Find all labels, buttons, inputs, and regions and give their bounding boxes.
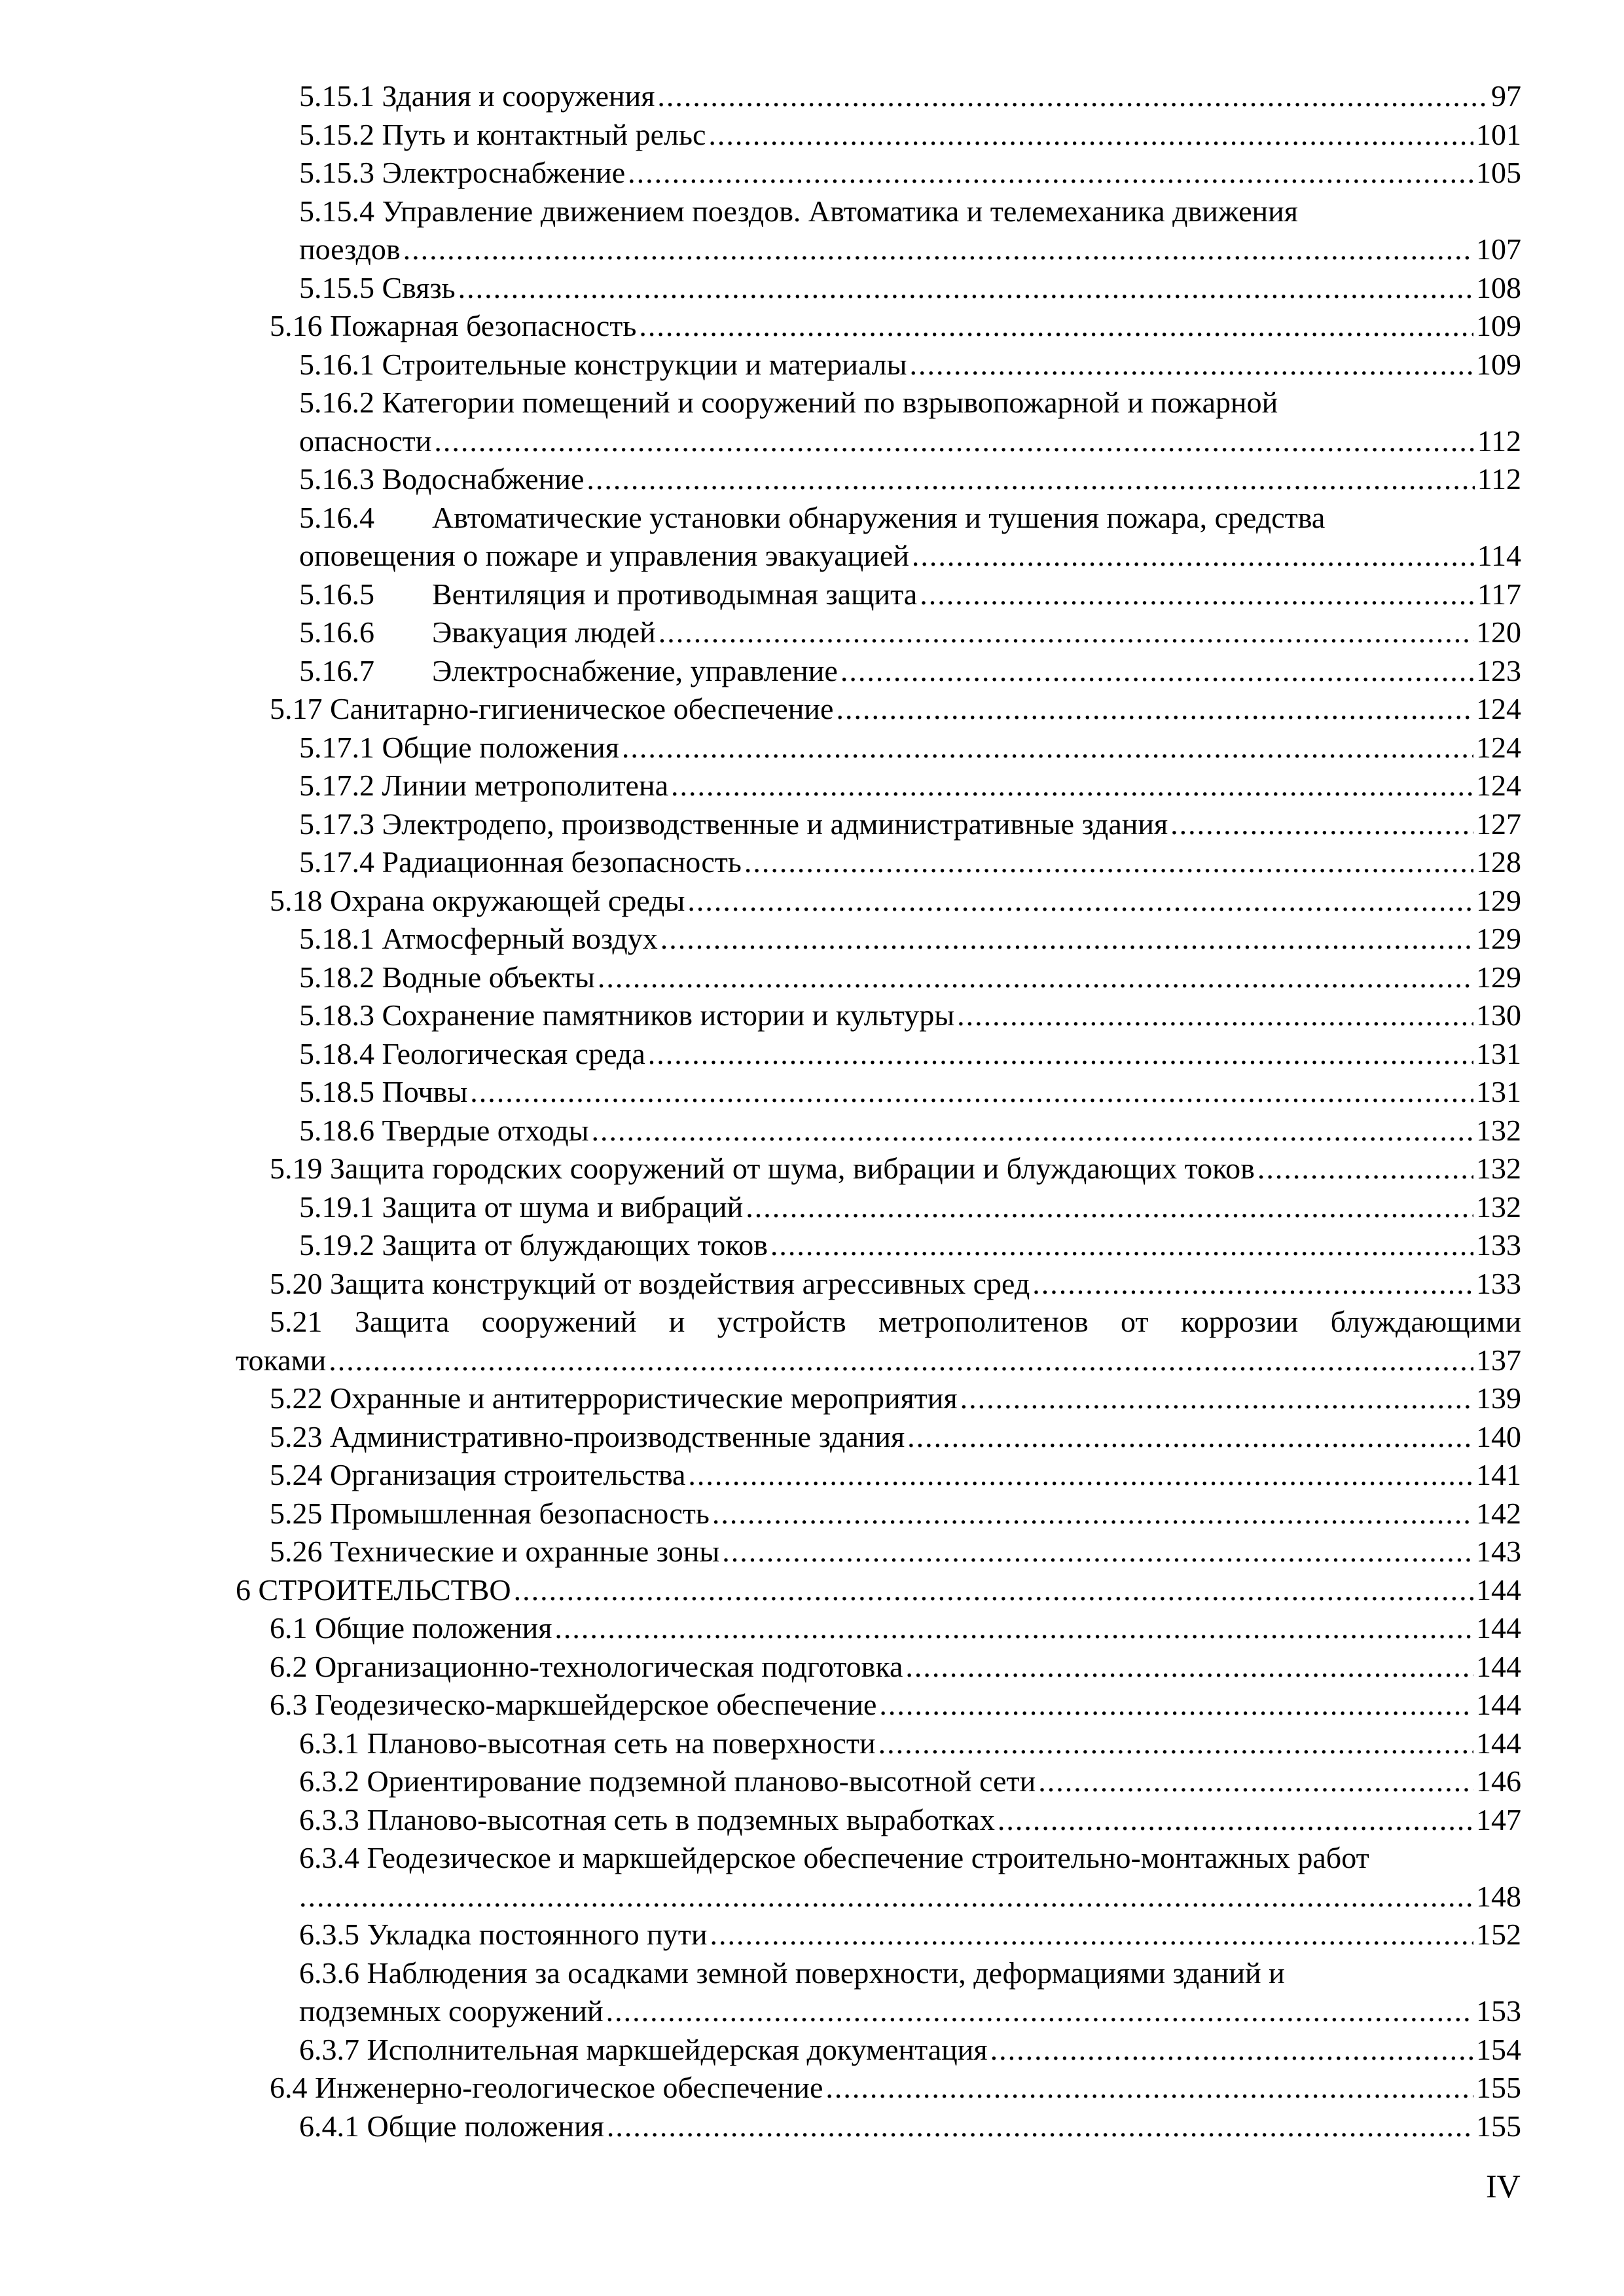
toc-entry-title: 6.1 Общие положения xyxy=(270,1611,552,1645)
toc-entry-title: 6.3 Геодезическо-маркшейдерское обеспечение xyxy=(270,1688,877,1721)
toc-page-number: 117 xyxy=(1477,577,1521,611)
toc-leader-dots xyxy=(329,1341,1473,1380)
toc-leader-dots xyxy=(722,1533,1473,1571)
toc-entry-title: 5.18.6 Твердые отходы xyxy=(299,1113,589,1147)
toc-leader-dots xyxy=(657,77,1489,116)
toc-leader-dots xyxy=(458,269,1473,308)
toc-entry xyxy=(236,346,1521,384)
toc-entry-title: 5.16.1 Строительные конструкции и материалы xyxy=(299,347,907,381)
toc-entry xyxy=(236,690,1521,729)
toc-entry-title: 5.18 Охрана окружающей среды xyxy=(270,883,685,917)
toc-entry xyxy=(236,77,1521,116)
toc-page-number: 144 xyxy=(1476,1688,1521,1721)
toc-page-number: 128 xyxy=(1476,845,1521,879)
toc-page-number: 137 xyxy=(1476,1343,1521,1377)
toc-leader-dots xyxy=(957,996,1473,1035)
toc-page-number: 124 xyxy=(1476,769,1521,802)
toc-entry xyxy=(236,1609,1521,1648)
toc-entry-title: 6.3.7 Исполнительная маркшейдерская документация xyxy=(299,2032,988,2066)
toc-leader-dots xyxy=(1032,1265,1473,1303)
toc-page-number: 112 xyxy=(1477,462,1521,496)
toc-entry-title-continued: подземных сооружений xyxy=(299,1994,604,2028)
toc-page-number: 112 xyxy=(1477,424,1521,458)
toc-entry-title: 6.2 Организационно-технологическая подготовка xyxy=(270,1649,903,1683)
toc-entry-title: 6.4.1 Общие положения xyxy=(299,2109,604,2143)
toc-entry xyxy=(236,1495,1521,1533)
toc-entry-title: 6.3.1 Планово-высотная сеть на поверхности xyxy=(299,1726,876,1760)
toc-entry-title: 5.18.3 Сохранение памятников истории и культуры xyxy=(299,998,955,1032)
toc-page-number: 120 xyxy=(1476,615,1521,649)
toc-entry-title-continued: оповещения о пожаре и управления эвакуацией xyxy=(299,539,909,572)
toc-entry xyxy=(236,460,1521,499)
toc-leader-dots xyxy=(1170,805,1473,844)
toc-entry-title: 5.19.2 Защита от блуждающих токов xyxy=(299,1228,768,1262)
toc-page-number: 105 xyxy=(1476,156,1521,189)
toc-entry-title: 6.4 Инженерно-геологическое обеспечение xyxy=(270,2071,823,2104)
toc-entry xyxy=(236,996,1521,1035)
toc-page-number: 132 xyxy=(1476,1152,1521,1185)
toc-page-number: 142 xyxy=(1476,1496,1521,1530)
toc-page-number: 109 xyxy=(1476,347,1521,381)
toc-entry xyxy=(236,2069,1521,2107)
toc-leader-dots xyxy=(606,1992,1473,2031)
toc-leader-dots xyxy=(659,613,1473,652)
toc-entry xyxy=(236,1801,1521,1840)
toc-leader-dots xyxy=(470,1073,1473,1112)
toc-entry xyxy=(236,1954,1521,2031)
toc-page-number: 146 xyxy=(1476,1764,1521,1798)
toc-page-number: 155 xyxy=(1476,2109,1521,2143)
toc-entry xyxy=(236,1226,1521,1265)
toc-entry xyxy=(236,652,1521,691)
toc-leader-dots xyxy=(299,1878,1473,1916)
toc-leader-dots xyxy=(836,690,1473,729)
toc-entry-title: 5.22 Охранные и антитеррористические мероприятия xyxy=(270,1381,958,1415)
toc-entry xyxy=(236,920,1521,958)
toc-entry xyxy=(236,1724,1521,1763)
toc-entry xyxy=(236,805,1521,844)
toc-page-number: 144 xyxy=(1476,1726,1521,1760)
toc-leader-dots xyxy=(622,729,1473,767)
toc-leader-dots xyxy=(688,1456,1473,1495)
toc-leader-dots xyxy=(960,1379,1473,1418)
toc-leader-dots xyxy=(628,154,1473,192)
toc-entry-title: 5.16.4 Автоматические установки обнаружения и тушения пожара, средства xyxy=(299,500,1326,534)
toc-leader-dots xyxy=(712,1495,1473,1533)
toc-page-number: 140 xyxy=(1476,1419,1521,1453)
toc-entry xyxy=(236,958,1521,997)
toc-entry-title: 5.16.5 Вентиляция и противодымная защита xyxy=(299,577,918,611)
toc-leader-dots xyxy=(746,1188,1473,1227)
toc-entry-title: 5.18.1 Атмосферный воздух xyxy=(299,922,658,955)
toc-entry-title: 5.15.1 Здания и сооружения xyxy=(299,79,655,113)
toc-page-number: 154 xyxy=(1476,2032,1521,2066)
toc-entry xyxy=(236,307,1521,346)
toc-entry-title: 5.16 Пожарная безопасность xyxy=(270,309,637,342)
toc-entry xyxy=(236,1073,1521,1112)
toc-entry xyxy=(236,1571,1521,1610)
toc-page-number: 152 xyxy=(1476,1918,1521,1951)
toc-page-number: 108 xyxy=(1476,270,1521,304)
toc-page-number: 129 xyxy=(1476,960,1521,994)
toc-leader-dots xyxy=(687,882,1473,920)
toc-entry-title: 6.3.3 Планово-высотная сеть в подземных выработках xyxy=(299,1802,995,1836)
toc-leader-dots xyxy=(514,1571,1473,1610)
toc-leader-dots xyxy=(592,1112,1473,1150)
toc-page-number: 141 xyxy=(1476,1458,1521,1491)
toc-leader-dots xyxy=(905,1648,1473,1686)
toc-leader-dots xyxy=(825,2069,1473,2107)
toc-page-number: 139 xyxy=(1476,1381,1521,1415)
toc-page-number: 132 xyxy=(1476,1113,1521,1147)
toc-entry-title: 5.16.2 Категории помещений и сооружений по взрывопожарной и пожарной xyxy=(299,386,1278,419)
toc-leader-dots xyxy=(998,1801,1473,1840)
toc-page-number: 144 xyxy=(1476,1573,1521,1607)
toc-page-number: 114 xyxy=(1477,539,1521,572)
toc-entry xyxy=(236,1150,1521,1188)
toc-entry-title: 5.20 Защита конструкций от воздействия агрессивных сред xyxy=(270,1266,1030,1300)
toc-leader-dots xyxy=(586,460,1474,499)
toc-page-number: 107 xyxy=(1476,232,1521,266)
toc-leader-dots xyxy=(990,2031,1473,2069)
toc-entry-title: 6.3.4 Геодезическое и маркшейдерское обеспечение строительно-монтажных работ xyxy=(299,1841,1369,1874)
toc-page-number: 129 xyxy=(1476,922,1521,955)
toc-page-number: 124 xyxy=(1476,692,1521,725)
toc-leader-dots xyxy=(907,1418,1473,1457)
toc-leader-dots xyxy=(403,230,1473,269)
toc-page-number: 153 xyxy=(1476,1994,1521,2028)
toc-entry-title: 5.19.1 Защита от шума и вибраций xyxy=(299,1190,744,1224)
toc-entry xyxy=(236,575,1521,614)
toc-entry xyxy=(236,154,1521,192)
toc-entry xyxy=(236,1188,1521,1227)
toc-page-number: 127 xyxy=(1476,807,1521,841)
toc-page-number: 130 xyxy=(1476,998,1521,1032)
toc-leader-dots xyxy=(660,920,1473,958)
toc-entry xyxy=(236,116,1521,155)
toc-entry xyxy=(236,1762,1521,1801)
toc-entry xyxy=(236,1648,1521,1686)
toc-entry xyxy=(236,1916,1521,1954)
toc-entry xyxy=(236,1686,1521,1724)
toc-entry xyxy=(236,767,1521,805)
toc-entry-title: 5.24 Организация строительства xyxy=(270,1458,686,1491)
toc-entry-title: 5.21 Защита сооружений и устройств метрополитенов от коррозии блуждающими xyxy=(270,1305,1521,1338)
toc-entry xyxy=(236,1035,1521,1074)
toc-entry xyxy=(236,1379,1521,1418)
toc-entry-title: 5.18.4 Геологическая среда xyxy=(299,1036,645,1070)
toc-entry xyxy=(236,1456,1521,1495)
toc-page-number: 155 xyxy=(1476,2071,1521,2104)
table-of-contents xyxy=(236,77,1521,2145)
toc-entry xyxy=(236,2107,1521,2146)
toc-entry-title: 5.16.7 Электроснабжение, управление xyxy=(299,653,838,687)
toc-page-number: 148 xyxy=(1476,1879,1521,1913)
toc-entry xyxy=(236,1112,1521,1150)
toc-entry-title: 5.18.2 Водные объекты xyxy=(299,960,595,994)
toc-entry xyxy=(236,1839,1521,1916)
toc-leader-dots xyxy=(912,537,1475,575)
toc-leader-dots xyxy=(434,422,1474,461)
toc-leader-dots xyxy=(878,1724,1473,1763)
toc-leader-dots xyxy=(744,843,1473,882)
toc-entry-title: 6.3.5 Укладка постоянного пути xyxy=(299,1918,708,1951)
toc-page-number: 132 xyxy=(1476,1190,1521,1224)
toc-leader-dots xyxy=(1257,1150,1473,1188)
toc-entry xyxy=(236,1418,1521,1457)
toc-entry xyxy=(236,729,1521,767)
toc-leader-dots xyxy=(710,1916,1473,1954)
toc-leader-dots xyxy=(554,1609,1473,1648)
toc-leader-dots xyxy=(671,767,1473,805)
toc-entry-title-continued: поездов xyxy=(299,232,401,266)
toc-entry-title: 6.3.6 Наблюдения за осадками земной поверхности, деформациями зданий и xyxy=(299,1956,1285,1990)
toc-entry-title: 6 СТРОИТЕЛЬСТВО xyxy=(236,1573,511,1607)
toc-entry-title: 5.15.5 Связь xyxy=(299,270,456,304)
toc-entry-title: 5.17.4 Радиационная безопасность xyxy=(299,845,742,879)
toc-leader-dots xyxy=(648,1035,1473,1074)
toc-leader-dots xyxy=(879,1686,1473,1724)
toc-entry xyxy=(236,269,1521,308)
toc-entry-title: 5.25 Промышленная безопасность xyxy=(270,1496,710,1530)
toc-page-number: 101 xyxy=(1476,117,1521,151)
toc-entry-title: 6.3.2 Ориентирование подземной планово-высотной сети xyxy=(299,1764,1036,1798)
toc-page-number: 147 xyxy=(1476,1802,1521,1836)
toc-entry-title-continued: токами xyxy=(236,1343,327,1377)
toc-entry-title: 5.15.2 Путь и контактный рельс xyxy=(299,117,706,151)
toc-page-number: 124 xyxy=(1476,730,1521,764)
toc-entry-title: 5.15.4 Управление движением поездов. Автоматика и телемеханика движения xyxy=(299,194,1298,228)
toc-entry-title: 5.19 Защита городских сооружений от шума, вибрации и блуждающих токов xyxy=(270,1152,1255,1185)
toc-entry xyxy=(236,2031,1521,2069)
toc-entry xyxy=(236,499,1521,575)
toc-entry-title: 5.17 Санитарно-гигиеническое обеспечение xyxy=(270,692,834,725)
toc-entry-title: 5.16.6 Эвакуация людей xyxy=(299,615,656,649)
toc-entry-title: 5.17.3 Электродепо, производственные и административные здания xyxy=(299,807,1168,841)
toc-entry-title: 5.15.3 Электроснабжение xyxy=(299,156,626,189)
toc-leader-dots xyxy=(607,2107,1473,2146)
toc-leader-dots xyxy=(598,958,1473,997)
toc-page-number: 133 xyxy=(1476,1228,1521,1262)
toc-page-number: 97 xyxy=(1491,79,1521,113)
toc-page-number: 133 xyxy=(1476,1266,1521,1300)
toc-entry xyxy=(236,882,1521,920)
toc-entry-title-continued: опасности xyxy=(299,424,432,458)
toc-entry-title: 5.16.3 Водоснабжение xyxy=(299,462,585,496)
toc-page-number: 144 xyxy=(1476,1649,1521,1683)
toc-entry xyxy=(236,613,1521,652)
toc-page-number: 109 xyxy=(1476,309,1521,342)
toc-leader-dots xyxy=(920,575,1475,614)
toc-page-number: 143 xyxy=(1476,1535,1521,1568)
toc-entry-title: 5.17.2 Линии метрополитена xyxy=(299,769,668,802)
toc-entry-title: 5.18.5 Почвы xyxy=(299,1075,468,1108)
toc-entry xyxy=(236,1303,1521,1379)
toc-entry-title: 5.23 Административно-производственные здания xyxy=(270,1419,905,1453)
toc-page-number: 123 xyxy=(1476,653,1521,687)
toc-leader-dots xyxy=(1038,1762,1473,1801)
toc-page-number: 131 xyxy=(1476,1036,1521,1070)
toc-page-number: 129 xyxy=(1476,883,1521,917)
toc-leader-dots xyxy=(840,652,1473,691)
toc-leader-dots xyxy=(708,116,1473,155)
page-number: IV xyxy=(1486,2168,1521,2204)
toc-entry-title: 5.17.1 Общие положения xyxy=(299,730,619,764)
toc-page-number: 131 xyxy=(1476,1075,1521,1108)
toc-entry xyxy=(236,1265,1521,1303)
toc-entry xyxy=(236,384,1521,460)
toc-entry xyxy=(236,1533,1521,1571)
toc-leader-dots xyxy=(770,1226,1473,1265)
toc-entry-title: 5.26 Технические и охранные зоны xyxy=(270,1535,720,1568)
toc-leader-dots xyxy=(639,307,1473,346)
toc-page-number: 144 xyxy=(1476,1611,1521,1645)
toc-entry xyxy=(236,192,1521,269)
toc-entry xyxy=(236,843,1521,882)
toc-leader-dots xyxy=(910,346,1473,384)
